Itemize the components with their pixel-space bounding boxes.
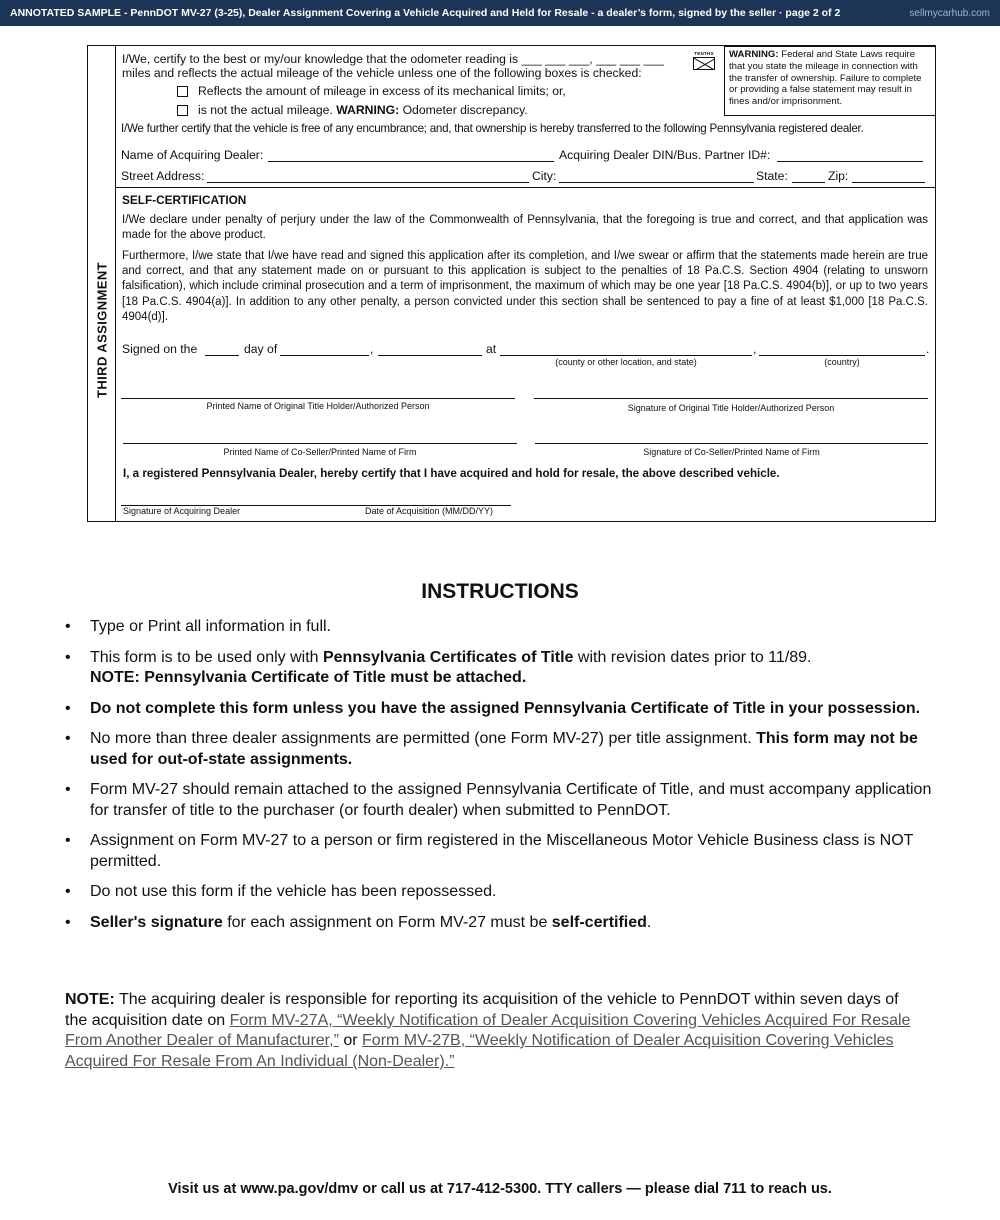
street-field[interactable] bbox=[207, 182, 529, 183]
city-field[interactable] bbox=[559, 182, 754, 183]
state-label: State: bbox=[756, 169, 788, 183]
county-caption: (county or other location, and state) bbox=[555, 357, 697, 367]
dealer-name-label: Name of Acquiring Dealer: bbox=[121, 148, 264, 162]
note-label: NOTE: bbox=[65, 991, 115, 1008]
instruction-item: • No more than three dealer assignments are permitted (one Form MV-27) per title assignment. This form may not be used for out-of-state assignments. bbox=[65, 730, 918, 768]
tenths-envelope-icon bbox=[693, 57, 715, 70]
section-divider bbox=[116, 187, 936, 188]
tenths-indicator bbox=[691, 51, 717, 70]
side-label-column bbox=[88, 46, 116, 521]
third-assignment-form bbox=[87, 45, 936, 522]
dealer-name-field[interactable] bbox=[268, 161, 554, 162]
form-mv27a-link[interactable]: Form MV-27A, “Weekly Notification of Dealer Acquisition Covering Vehicles Acquired For Resale From Another Dealer of Manufacturer,” bbox=[65, 1011, 911, 1049]
footer-contact: Visit us at www.pa.gov/dmv or call us at 717-412-5300. TTY callers — please dial 711 to reach us. bbox=[168, 1181, 832, 1197]
warning-text: Federal and State Laws require that you state the mileage in connection with the transfer of ownership. Failure to complete or providing a false statement may result in fines and/or imprisonment. bbox=[729, 49, 922, 108]
printed-holder-field[interactable] bbox=[121, 398, 515, 399]
day-of-label: day of bbox=[244, 342, 278, 356]
acquisition-date-caption: Date of Acquisition (MM/DD/YY) bbox=[365, 506, 494, 516]
acquisition-note: NOTE: The acquiring dealer is responsible for reporting its acquisition of the vehicle to PennDOT within seven days of the acquisition date on Form MV-27A, “Weekly Notification of Dealer Acquisition Covering Vehicles Acquired For Resale From Another Dealer of Manufacturer,” or Form MV-27B, “Weekly Notification of Dealer Acquisition Covering Vehicles Acquired For Resale From An Individual (Non-Dealer).” bbox=[65, 991, 911, 1070]
site-link[interactable]: sellmycarhub.com bbox=[909, 7, 990, 19]
self-cert-paragraph2: Furthermore, I/we state that I/we have read and signed this application after its completion, and I/we swear or affirm that the statements made herein are true and correct, and that any statement made on or pursuant to this application is subject to the penalties of 18 Pa.C.S. Section 4904 (relating to unsworn falsification), which include criminal prosecution and a term of imprisonment, the maximum of which may be one year [18 Pa.C.S. 4904(b)], or up to two years [18 Pa.C.S. 4904(a)]. In addition to any other penalty, a person convicted under this section shall be sentenced to pay a fine of at least $1,000 [18 Pa.C.S. 4904(d)]. bbox=[122, 250, 928, 323]
dealer-din-label: Acquiring Dealer DIN/Bus. Partner ID#: bbox=[559, 148, 771, 162]
instructions-list bbox=[65, 617, 940, 933]
signature-coseller-field[interactable] bbox=[535, 443, 928, 444]
country-caption: (country) bbox=[824, 357, 860, 367]
form-mv27b-link[interactable]: Form MV-27B, “Weekly Notification of Dealer Acquisition Covering Vehicles Acquired For Resale From An Individual (Non-Dealer).” bbox=[65, 1032, 894, 1070]
not-actual-mileage-label: is not the actual mileage. WARNING: Odometer discrepancy. bbox=[198, 103, 528, 117]
encumbrance-statement: I/We further certify that the vehicle is free of any encumbrance; and, that ownership is hereby transferred to the following Pennsylvania registered dealer. bbox=[121, 122, 864, 135]
dealer-signature-caption: Signature of Acquiring Dealer bbox=[123, 506, 241, 516]
period: . bbox=[926, 342, 930, 356]
zip-label: Zip: bbox=[828, 169, 849, 183]
tenths-label: TENTHS bbox=[694, 51, 714, 56]
instruction-item: • Do not complete this form unless you have the assigned Pennsylvania Certificate of Title in your possession. bbox=[65, 699, 921, 717]
warning-box bbox=[724, 46, 936, 116]
banner-title: ANNOTATED SAMPLE - PennDOT MV-27 (3-25), Dealer Assignment Covering a Vehicle Acquired and Held for Resale - a dealer’s form, signed by the seller · page 2 of 2 bbox=[10, 7, 841, 19]
dealer-din-field[interactable] bbox=[777, 161, 923, 162]
mileage-excess-label: Reflects the amount of mileage in excess of its mechanical limits; or, bbox=[198, 84, 566, 98]
instruction-item: • Form MV-27 should remain attached to the assigned Pennsylvania Certificate of Title, and must accompany application for transfer of title to the purchaser (or fourth dealer) when submitted to PennDOT. bbox=[65, 781, 932, 819]
signature-holder-field[interactable] bbox=[534, 398, 928, 399]
dealer-certification: I, a registered Pennsylvania Dealer, hereby certify that I have acquired and hold for resale, the above described vehicle. bbox=[123, 467, 780, 480]
city-label: City: bbox=[532, 169, 557, 183]
instructions-title: INSTRUCTIONS bbox=[421, 580, 579, 603]
signed-month-field[interactable] bbox=[280, 355, 369, 356]
signature-coseller-caption: Signature of Co-Seller/Printed Name of Firm bbox=[643, 447, 820, 457]
printed-coseller-caption: Printed Name of Co-Seller/Printed Name of Firm bbox=[223, 447, 417, 457]
signed-country-field[interactable] bbox=[759, 355, 925, 356]
self-cert-paragraph1: I/We declare under penalty of perjury under the law of the Commonwealth of Pennsylvania, that the foregoing is true and correct, and that application was made for the above product. bbox=[122, 214, 928, 242]
comma-1: , bbox=[370, 342, 374, 356]
at-label: at bbox=[486, 342, 497, 356]
printed-holder-caption: Printed Name of Original Title Holder/Authorized Person bbox=[206, 401, 430, 411]
printed-coseller-field[interactable] bbox=[123, 443, 517, 444]
state-field[interactable] bbox=[792, 182, 825, 183]
zip-field[interactable] bbox=[852, 182, 925, 183]
warning-heading: WARNING: bbox=[729, 49, 779, 60]
instruction-item: • Type or Print all information in full. bbox=[65, 618, 331, 635]
comma-2: , bbox=[753, 342, 757, 356]
top-banner bbox=[0, 0, 1000, 26]
mileage-excess-checkbox[interactable] bbox=[177, 86, 188, 97]
side-label: THIRD ASSIGNMENT bbox=[94, 262, 110, 398]
signed-on-label: Signed on the bbox=[122, 342, 198, 356]
instruction-item: • Assignment on Form MV-27 to a person or firm registered in the Miscellaneous Motor Vehicle Business class is NOT permitted. bbox=[65, 832, 914, 870]
signature-holder-caption: Signature of Original Title Holder/Authorized Person bbox=[627, 403, 835, 413]
odometer-statement-line2: miles and reflects the actual mileage of the vehicle unless one of the following boxes is checked: bbox=[122, 66, 642, 80]
signed-day-field[interactable] bbox=[205, 355, 239, 356]
instruction-item: • Seller's signature for each assignment on Form MV-27 must be self-certified. bbox=[65, 913, 652, 931]
odometer-statement-line1: I/We, certify to the best or my/our knowledge that the odometer reading is ___ ___ ___, ___ ___ ___ bbox=[122, 52, 664, 66]
instruction-item: • Do not use this form if the vehicle has been repossessed. bbox=[65, 883, 497, 900]
signed-location-field[interactable] bbox=[500, 355, 752, 356]
self-cert-title: SELF-CERTIFICATION bbox=[122, 193, 247, 207]
street-label: Street Address: bbox=[121, 169, 205, 183]
not-actual-mileage-checkbox[interactable] bbox=[177, 105, 188, 116]
signed-year-field[interactable] bbox=[378, 355, 482, 356]
instruction-item: • This form is to be used only with Pennsylvania Certificates of Title with revision dates prior to 11/89. NOTE: Pennsylvania Certificate of Title must be attached. bbox=[65, 648, 812, 686]
